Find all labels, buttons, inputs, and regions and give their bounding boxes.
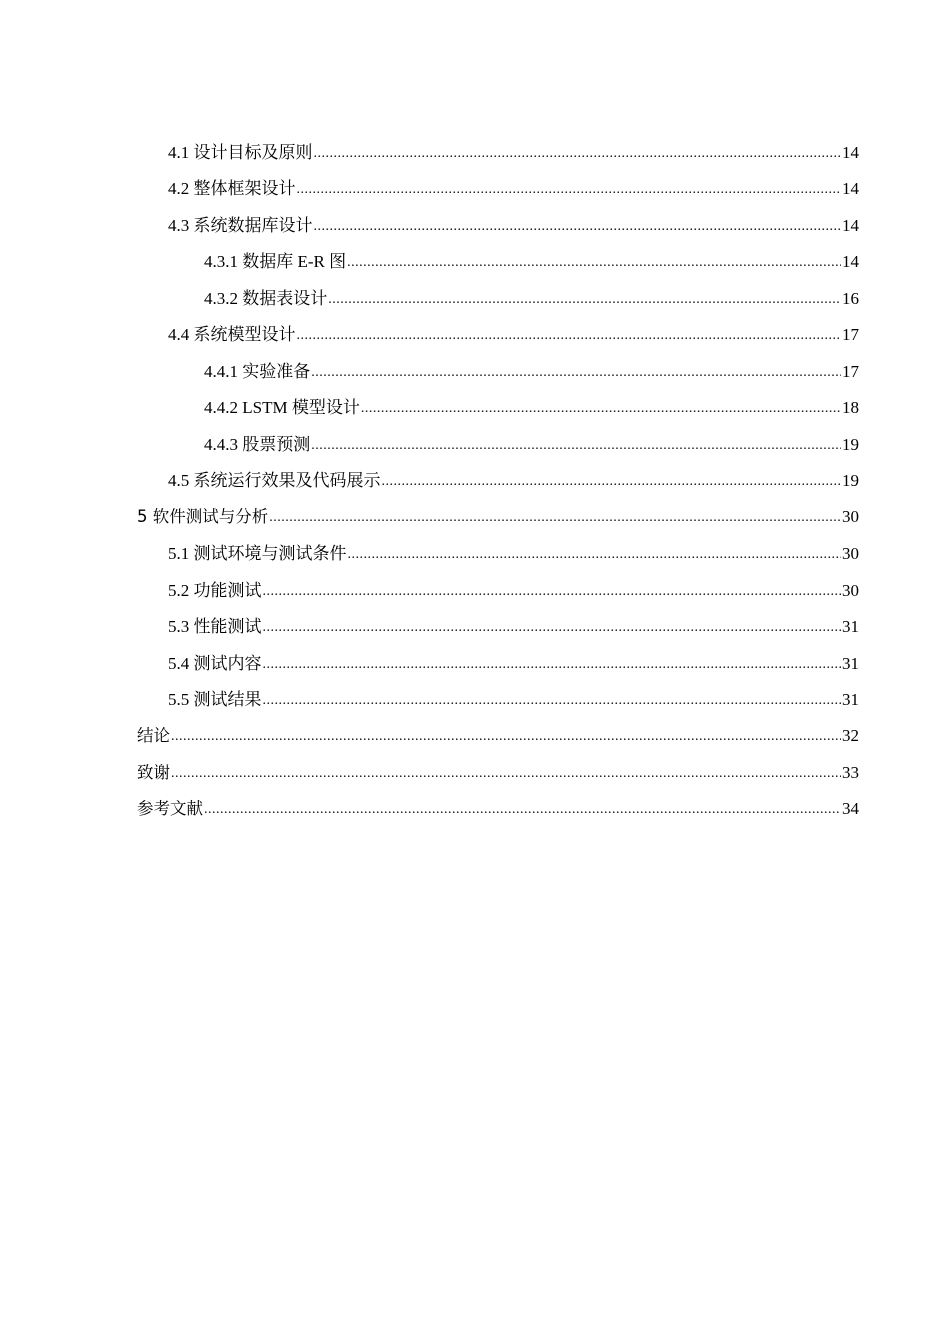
toc-entry-page: 19 [842, 471, 859, 491]
dot-leader [311, 361, 841, 381]
toc-entry-page: 17 [842, 325, 859, 345]
toc-entry-title: 4.3 系统数据库设计 [168, 215, 313, 235]
toc-entry[interactable] [0, 753, 950, 790]
toc-entry-title: 4.3.2 数据表设计 [204, 288, 328, 308]
toc-entry-page: 19 [842, 434, 859, 454]
toc-entry-page: 30 [842, 580, 859, 600]
toc-entry-page: 17 [842, 361, 859, 381]
dot-leader [263, 653, 842, 673]
toc-entry-page: 31 [842, 617, 859, 637]
toc-entry-title: 致谢 [137, 762, 170, 782]
toc-entry-title: 4.4.3 股票预测 [204, 434, 311, 454]
dot-leader [348, 543, 842, 563]
toc-entry-page: 33 [842, 762, 859, 782]
toc-entry[interactable] [0, 169, 950, 206]
toc-entry[interactable] [0, 351, 950, 388]
dot-leader [263, 689, 842, 709]
toc-entry[interactable] [0, 424, 950, 461]
toc-entry-title: 4.5 系统运行效果及代码展示 [168, 471, 381, 491]
dot-leader [204, 798, 841, 818]
toc-entry-title: 结论 [137, 726, 170, 746]
toc-entry[interactable] [0, 534, 950, 571]
toc-entry-title: 5 软件测试与分析 [137, 507, 269, 527]
toc-entry[interactable] [0, 278, 950, 315]
dot-leader [361, 397, 841, 417]
toc-entry[interactable] [0, 643, 950, 680]
toc-entry-title: 5.3 性能测试 [168, 617, 262, 637]
table-of-contents [0, 132, 950, 826]
toc-entry-title: 4.2 整体框架设计 [168, 179, 296, 199]
toc-entry[interactable] [0, 242, 950, 279]
dot-leader [311, 434, 841, 454]
toc-entry-title: 5.1 测试环境与测试条件 [168, 544, 347, 564]
toc-entry-title: 4.4 系统模型设计 [168, 325, 296, 345]
toc-entry-page: 30 [842, 507, 859, 527]
toc-entry-title: 参考文献 [137, 799, 203, 819]
toc-entry-page: 14 [842, 142, 859, 162]
dot-leader [269, 506, 841, 526]
dot-leader [263, 616, 842, 636]
dot-leader [382, 470, 842, 490]
toc-entry[interactable] [0, 315, 950, 352]
dot-leader [314, 142, 842, 162]
dot-leader [314, 215, 842, 235]
toc-entry[interactable] [0, 461, 950, 498]
toc-entry-page: 14 [842, 252, 859, 272]
toc-entry[interactable] [0, 716, 950, 753]
toc-entry-title: 5.4 测试内容 [168, 653, 262, 673]
toc-entry-title: 4.4.1 实验准备 [204, 361, 311, 381]
toc-entry-title: 5.2 功能测试 [168, 580, 262, 600]
toc-entry-page: 31 [842, 690, 859, 710]
toc-entry-page: 14 [842, 215, 859, 235]
toc-entry[interactable] [0, 680, 950, 717]
toc-entry[interactable] [0, 132, 950, 169]
toc-entry-page: 34 [842, 799, 859, 819]
toc-entry-title: 4.1 设计目标及原则 [168, 142, 313, 162]
dot-leader [263, 580, 842, 600]
toc-entry[interactable] [0, 607, 950, 644]
dot-leader [297, 324, 842, 344]
dot-leader [347, 251, 841, 271]
toc-entry[interactable] [0, 388, 950, 425]
toc-entry-page: 32 [842, 726, 859, 746]
dot-leader [171, 725, 841, 745]
toc-entry-page: 31 [842, 653, 859, 673]
toc-entry-title: 4.3.1 数据库 E-R 图 [204, 252, 347, 272]
toc-entry-title: 4.4.2 LSTM 模型设计 [204, 398, 360, 418]
dot-leader [328, 288, 841, 308]
toc-entry[interactable] [0, 205, 950, 242]
dot-leader [171, 762, 841, 782]
toc-entry-page: 30 [842, 544, 859, 564]
toc-entry[interactable] [0, 789, 950, 826]
toc-entry-page: 14 [842, 179, 859, 199]
toc-entry[interactable] [0, 570, 950, 607]
toc-entry[interactable] [0, 497, 950, 534]
toc-entry-title: 5.5 测试结果 [168, 690, 262, 710]
dot-leader [297, 178, 842, 198]
toc-entry-page: 18 [842, 398, 859, 418]
toc-entry-page: 16 [842, 288, 859, 308]
